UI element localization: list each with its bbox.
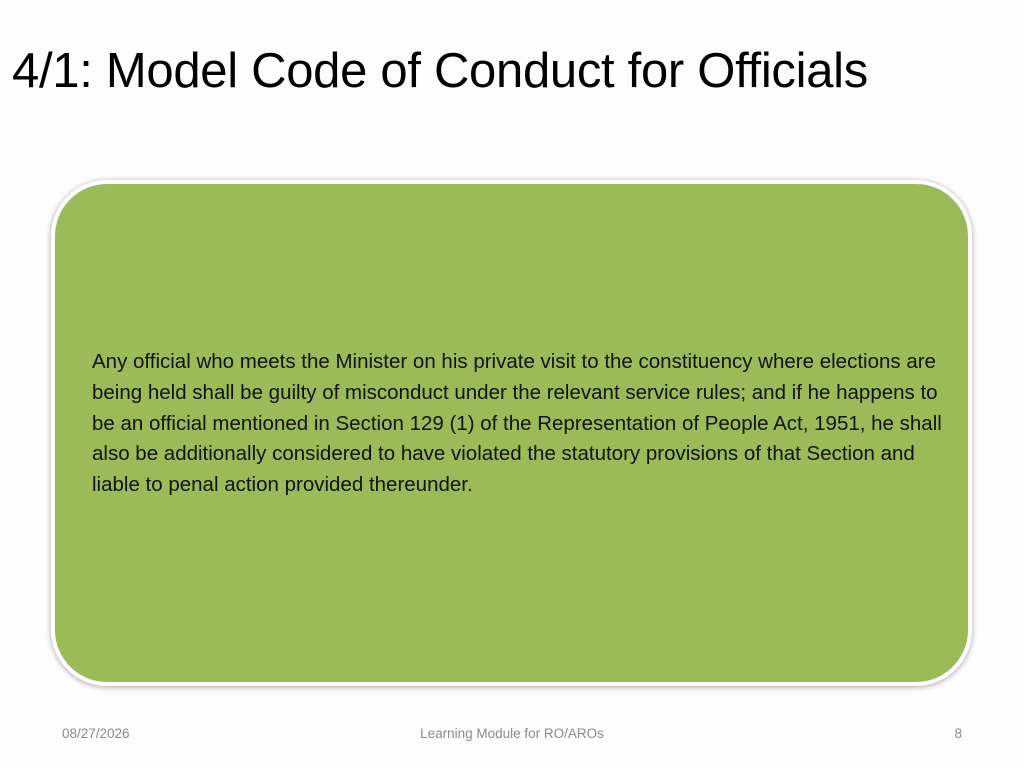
content-text: Any official who meets the Minister on his private visit to the constituency where elections are being held shall be guilty of misconduct under the relevant service rules; and if he happens to be an official mentioned in Section 129 (1) of the Representation of People Act, 1951, he shall also be additionally considered to have violated the statutory provisions of that Section and liable to penal action provided thereunder.: [92, 350, 942, 497]
footer-date: 08/27/2026: [62, 726, 130, 741]
slide-title: 4/1: Model Code of Conduct for Officials: [12, 44, 868, 98]
content-box: [51, 180, 972, 686]
page-number: 8: [954, 726, 962, 741]
footer-title: Learning Module for RO/AROs: [420, 726, 604, 741]
